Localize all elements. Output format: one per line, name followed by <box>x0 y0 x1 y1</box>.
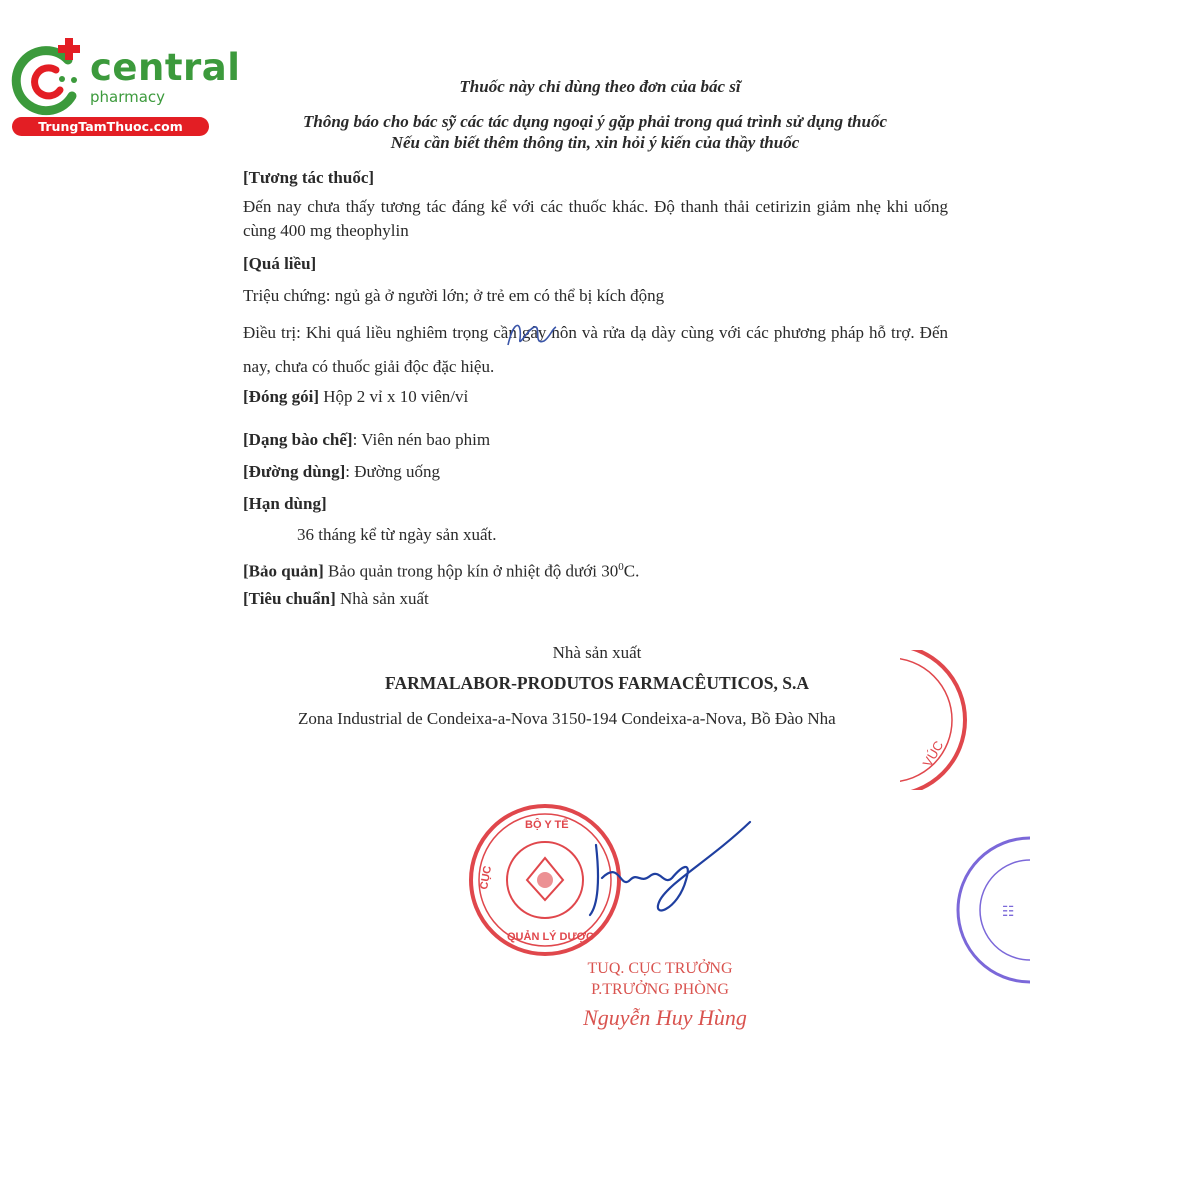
overdose-symptom: Triệu chứng: ngủ gà ở người lớn; ở trẻ em có thể bị kích động <box>243 286 665 305</box>
partial-stamp-top-right-icon <box>900 650 980 790</box>
stamp-bottom-text: QUẢN LÝ DƯỢC <box>507 931 594 943</box>
manufacturer-address: Zona Industrial de Condeixa-a-Nova 3150-194 Condeixa-a-Nova, Bồ Đào Nha <box>298 709 836 728</box>
overdose-treatment: Điều trị: Khi quá liều nghiêm trọng cần gây nôn và rửa dạ dày cùng với các phương pháp hỗ trợ. Đến nay, chưa có thuốc giải độc đặc hiệu. <box>243 323 948 376</box>
header-line-3: Nếu cần biết thêm thông tin, xin hỏi ý kiến của thầy thuốc <box>390 133 800 152</box>
section-title-interaction: [Tương tác thuốc] <box>243 168 375 187</box>
header-line-1: Thuốc này chỉ dùng theo đơn của bác sĩ <box>459 77 741 96</box>
section-title-overdose: [Quá liều] <box>243 254 317 273</box>
company-stamp-icon <box>950 830 1030 990</box>
signatory-name: Nguyễn Huy Hùng <box>583 1005 747 1030</box>
manufacturer-label: Nhà sản xuất <box>552 643 642 662</box>
svg-text:☷: ☷ <box>1002 904 1015 920</box>
logo-brand-text: central <box>90 46 241 89</box>
header-line-2: Thông báo cho bác sỹ các tác dụng ngoại ý gặp phải trong quá trình sử dụng thuốc <box>302 112 888 131</box>
storage-line: [Bảo quản] Bảo quản trong hộp kín ở nhiệt độ dưới $30^0C$. <box>243 561 640 581</box>
initials-scribble-icon <box>500 315 560 355</box>
expiry-text: 36 tháng kể từ ngày sản xuất. <box>297 525 497 544</box>
stamp-top-text: BỘ Y TẾ <box>525 819 569 831</box>
form-line: [Dạng bào chế]: Viên nén bao phim <box>243 430 491 449</box>
route-line: [Đường dùng]: Đường uống <box>243 462 441 481</box>
package-line: [Đóng gói] Hộp 2 vỉ x 10 viên/vỉ <box>243 387 469 406</box>
logo-site-link[interactable]: TrungTamThuoc.com <box>12 117 209 136</box>
signature-title-1: TUQ. CỤC TRƯỞNG <box>587 960 733 977</box>
signature-title-2: P.TRƯỞNG PHÒNG <box>591 981 729 998</box>
interaction-text: Đến nay chưa thấy tương tác đáng kể với các thuốc khác. Độ thanh thải cetirizin giảm nhẹ khi uống cùng 400 mg theophylin <box>243 197 948 240</box>
logo-mark-icon <box>10 38 92 118</box>
section-title-expiry: [Hạn dùng] <box>243 494 327 513</box>
manufacturer-name: FARMALABOR-PRODUTOS FARMACÊUTICOS, S.A <box>385 673 809 693</box>
logo-sub-text: pharmacy <box>90 88 166 106</box>
signature-icon <box>560 820 760 930</box>
standard-line: [Tiêu chuẩn] Nhà sản xuất <box>243 589 429 608</box>
stamp-left-text: CỤC <box>478 864 495 891</box>
partial-stamp-top-right-text: VÚC <box>919 738 947 770</box>
